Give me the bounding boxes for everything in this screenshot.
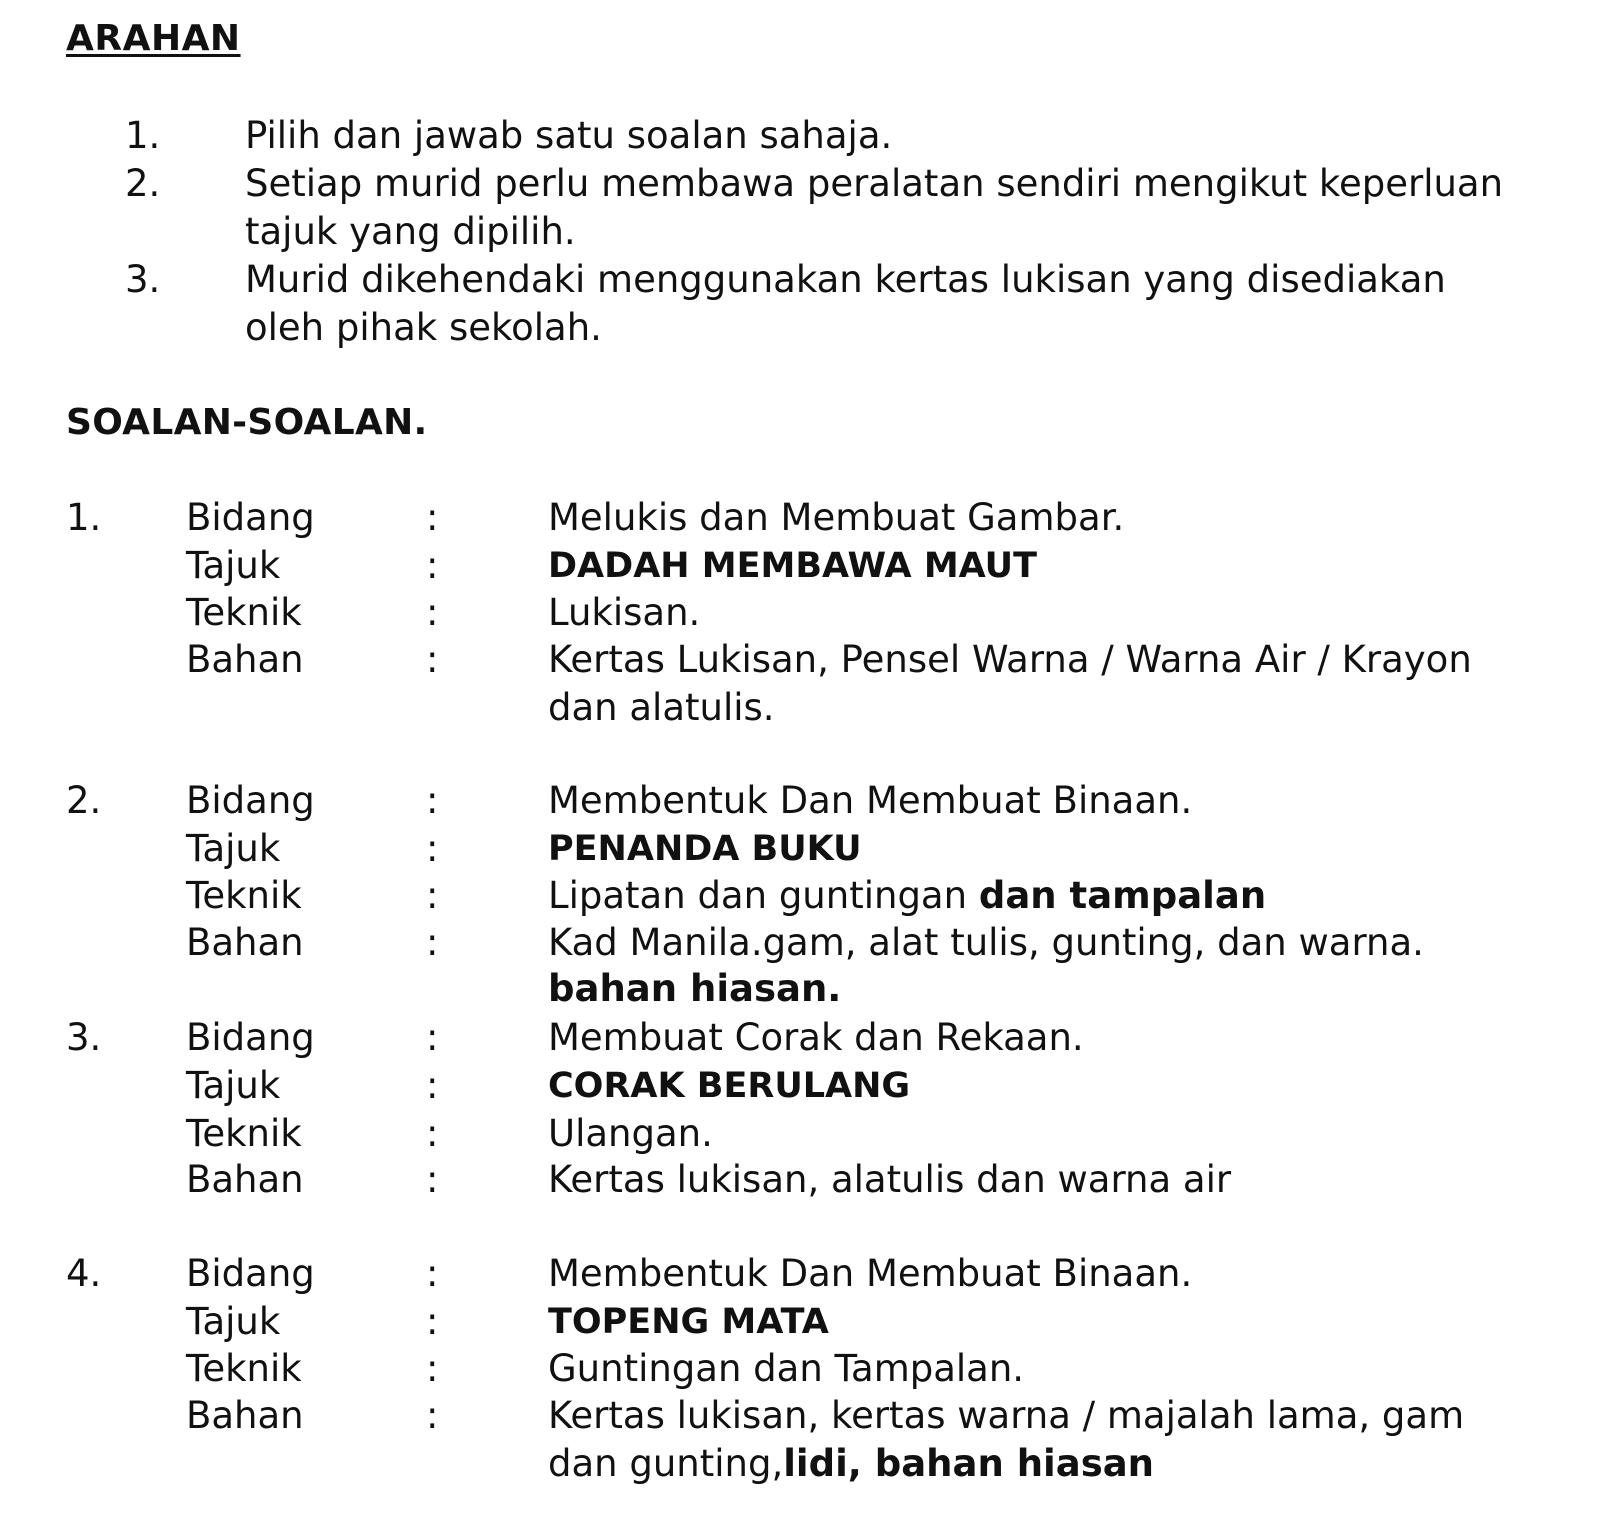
field-value-bahan: Kertas lukisan, kertas warna / majalah lama, gam xyxy=(548,1394,1465,1437)
field-value-tajuk: PENANDA BUKU xyxy=(548,829,862,869)
field-value-bahan: bahan hiasan. xyxy=(548,967,842,1010)
field-label-teknik: Teknik xyxy=(186,1347,302,1390)
field-colon: : xyxy=(426,1112,439,1155)
field-value-bidang: Membentuk Dan Membuat Binaan. xyxy=(548,779,1193,822)
field-value-bahan xyxy=(548,1440,1548,1488)
teknik-text-part: Lipatan dan guntingan xyxy=(548,874,968,917)
field-colon: : xyxy=(426,1252,439,1295)
field-value-bahan: Kertas Lukisan, Pensel Warna / Warna Air / Krayon xyxy=(548,638,1472,681)
field-colon: : xyxy=(426,1016,439,1059)
field-colon: : xyxy=(426,544,439,587)
question-number: 1. xyxy=(66,496,102,539)
field-colon: : xyxy=(426,1347,439,1390)
field-value-tajuk: TOPENG MATA xyxy=(548,1302,829,1342)
field-value-bahan: Kertas lukisan, alatulis dan warna air xyxy=(548,1158,1232,1201)
field-label-bidang: Bidang xyxy=(186,779,315,822)
instruction-number: 1. xyxy=(125,114,161,157)
field-value-teknik: Ulangan. xyxy=(548,1112,713,1155)
field-label-tajuk: Tajuk xyxy=(186,544,281,587)
teknik-text-added: dan tampalan xyxy=(978,874,1267,917)
question-number: 3. xyxy=(66,1016,102,1059)
bahan-text-part: dan gunting, xyxy=(548,1442,784,1485)
field-colon: : xyxy=(426,874,439,917)
field-label-bahan: Bahan xyxy=(186,1158,304,1201)
field-value-tajuk: CORAK BERULANG xyxy=(548,1066,911,1106)
field-label-bahan: Bahan xyxy=(186,638,304,681)
field-value-teknik xyxy=(548,872,1548,920)
bahan-text-added: lidi, bahan hiasan xyxy=(783,1442,1155,1485)
field-value-bidang: Membuat Corak dan Rekaan. xyxy=(548,1016,1084,1059)
field-colon: : xyxy=(426,1394,439,1437)
instruction-number: 3. xyxy=(125,258,161,301)
instruction-text: Setiap murid perlu membawa peralatan sendiri mengikut keperluan xyxy=(245,162,1504,205)
field-value-bahan: dan alatulis. xyxy=(548,686,775,729)
question-number: 4. xyxy=(66,1252,102,1295)
field-colon: : xyxy=(426,1158,439,1201)
field-label-teknik: Teknik xyxy=(186,874,302,917)
field-value-tajuk: DADAH MEMBAWA MAUT xyxy=(548,546,1037,586)
instruction-text: Pilih dan jawab satu soalan sahaja. xyxy=(245,114,893,157)
field-colon: : xyxy=(426,921,439,964)
field-colon: : xyxy=(426,1064,439,1107)
field-label-teknik: Teknik xyxy=(186,591,302,634)
field-label-teknik: Teknik xyxy=(186,1112,302,1155)
question-number: 2. xyxy=(66,779,102,822)
instruction-text: Murid dikehendaki menggunakan kertas lukisan yang disediakan xyxy=(245,258,1446,301)
field-label-bahan: Bahan xyxy=(186,921,304,964)
field-colon: : xyxy=(426,496,439,539)
field-colon: : xyxy=(426,827,439,870)
field-value-bidang: Membentuk Dan Membuat Binaan. xyxy=(548,1252,1193,1295)
arahan-heading: ARAHAN xyxy=(66,18,241,59)
field-label-tajuk: Tajuk xyxy=(186,827,281,870)
field-label-tajuk: Tajuk xyxy=(186,1300,281,1343)
field-colon: : xyxy=(426,591,439,634)
field-colon: : xyxy=(426,1300,439,1343)
soalan-heading: SOALAN-SOALAN. xyxy=(66,402,428,443)
instruction-text: oleh pihak sekolah. xyxy=(245,306,602,349)
field-value-teknik: Lukisan. xyxy=(548,591,701,634)
field-colon: : xyxy=(426,638,439,681)
field-value-bidang: Melukis dan Membuat Gambar. xyxy=(548,496,1125,539)
field-value-teknik: Guntingan dan Tampalan. xyxy=(548,1347,1025,1390)
field-label-tajuk: Tajuk xyxy=(186,1064,281,1107)
field-colon: : xyxy=(426,779,439,822)
field-label-bidang: Bidang xyxy=(186,1016,315,1059)
field-value-bahan: Kad Manila.gam, alat tulis, gunting, dan warna. xyxy=(548,921,1424,964)
field-label-bahan: Bahan xyxy=(186,1394,304,1437)
instruction-text: tajuk yang dipilih. xyxy=(245,210,576,253)
field-label-bidang: Bidang xyxy=(186,496,315,539)
instruction-number: 2. xyxy=(125,162,161,205)
field-label-bidang: Bidang xyxy=(186,1252,315,1295)
